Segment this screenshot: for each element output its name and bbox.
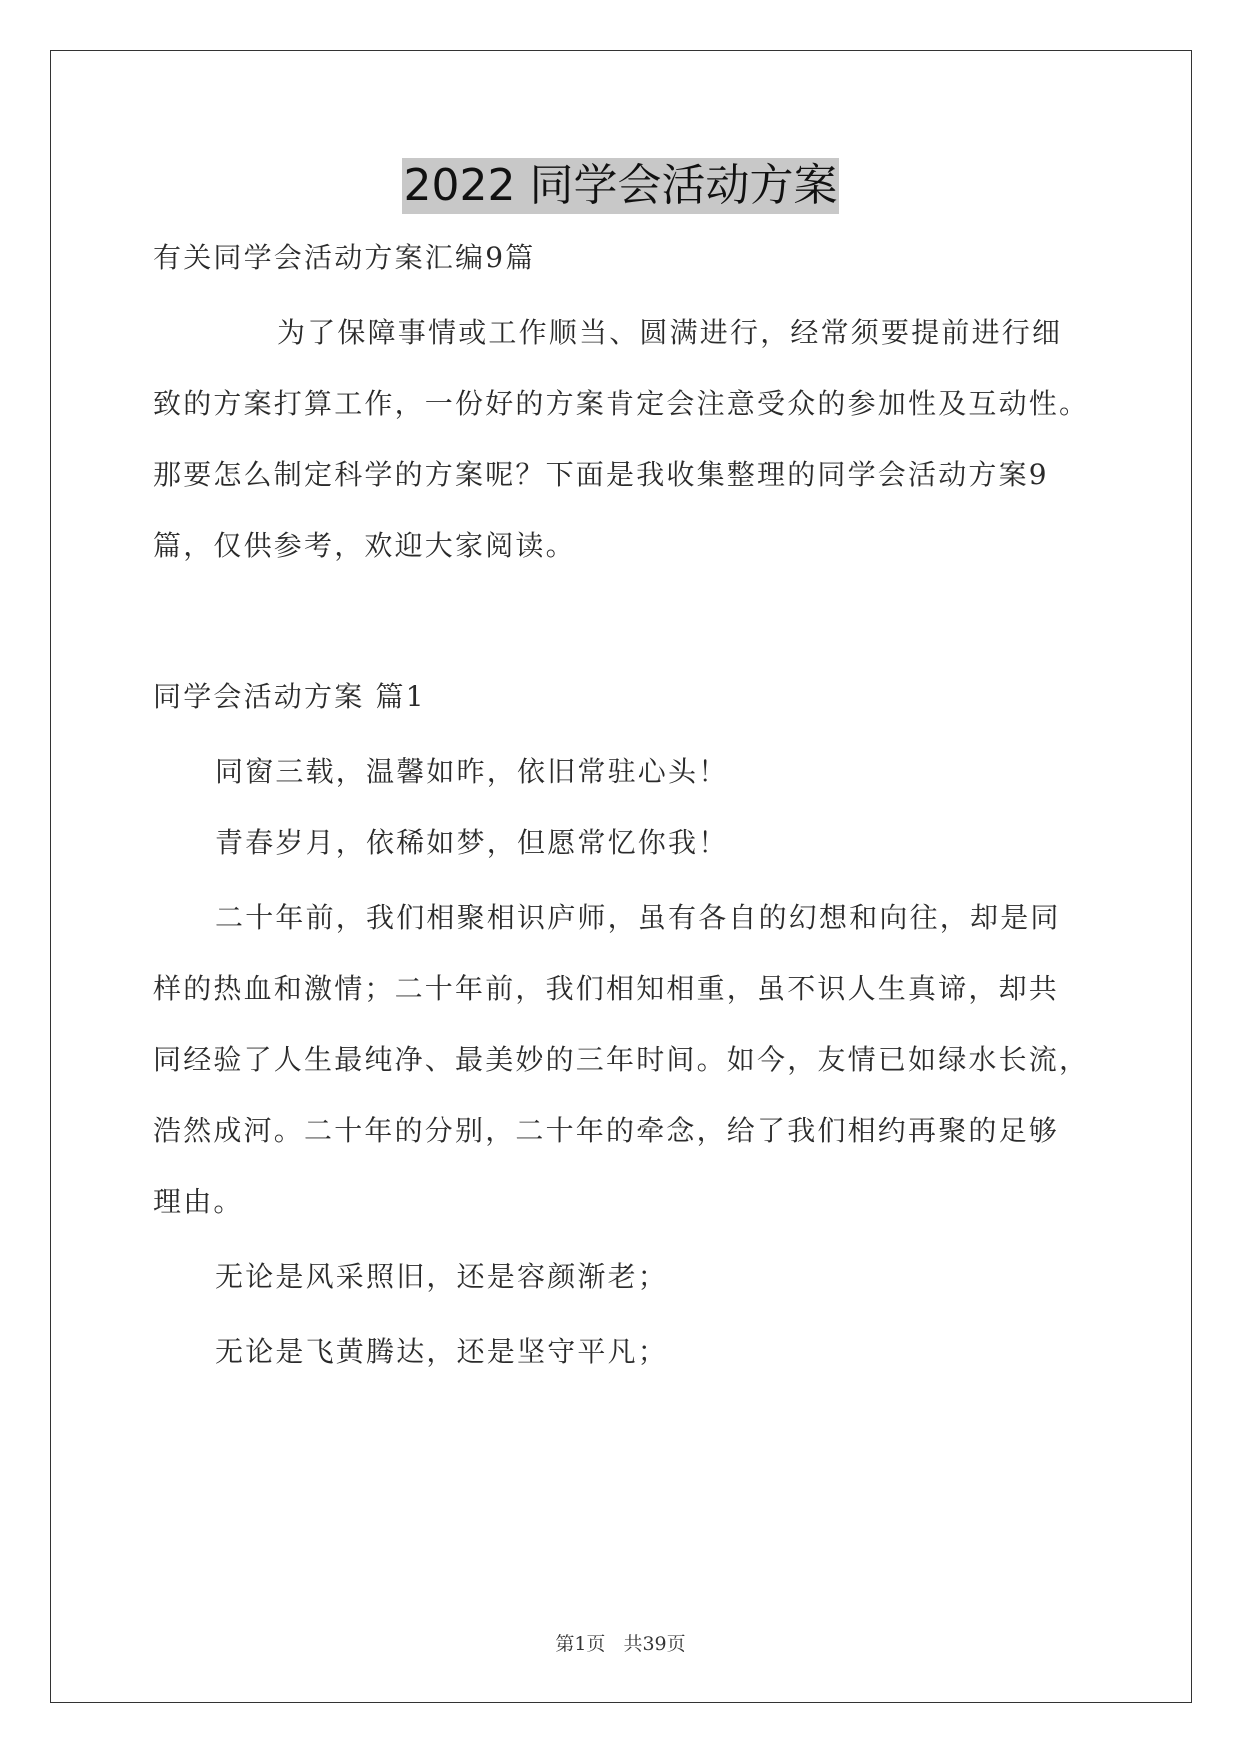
closing-line: 无论是飞黄腾达，还是坚守平凡； xyxy=(215,1335,669,1368)
section-heading: 同学会活动方案 篇1 xyxy=(153,680,426,713)
body-line: 二十年前，我们相聚相识庐师，虽有各自的幻想和向往，却是同 xyxy=(215,901,1061,934)
intro-line: 为了保障事情或工作顺当、圆满进行，经常须要提前进行细 xyxy=(277,316,1063,349)
document-subtitle: 有关同学会活动方案汇编9篇 xyxy=(153,241,536,274)
poem-line: 青春岁月，依稀如梦，但愿常忆你我！ xyxy=(215,826,729,859)
intro-line: 致的方案打算工作，一份好的方案肯定会注意受众的参加性及互动性。 xyxy=(153,387,1090,420)
intro-line: 篇，仅供参考，欢迎大家阅读。 xyxy=(153,529,576,562)
body-line: 同经验了人生最纯净、最美妙的三年时间。如今，友情已如绿水长流， xyxy=(153,1043,1090,1076)
closing-line: 无论是风采照旧，还是容颜渐老； xyxy=(215,1260,669,1293)
page-border xyxy=(50,50,1192,1703)
document-title: 2022 同学会活动方案 xyxy=(402,158,840,214)
body-line: 浩然成河。二十年的分别，二十年的牵念，给了我们相约再聚的足够 xyxy=(153,1114,1060,1147)
page-number: 第1页 xyxy=(555,1633,606,1655)
intro-line: 那要怎么制定科学的方案呢？下面是我收集整理的同学会活动方案9 xyxy=(153,458,1049,491)
title-container xyxy=(0,158,1241,214)
body-line: 样的热血和激情；二十年前，我们相知相重，虽不识人生真谛，却共 xyxy=(153,972,1060,1005)
body-line: 理由。 xyxy=(153,1185,244,1218)
page-footer xyxy=(0,1631,1241,1657)
page-total: 共39页 xyxy=(623,1633,686,1655)
poem-line: 同窗三载，温馨如昨，依旧常驻心头！ xyxy=(215,755,729,788)
